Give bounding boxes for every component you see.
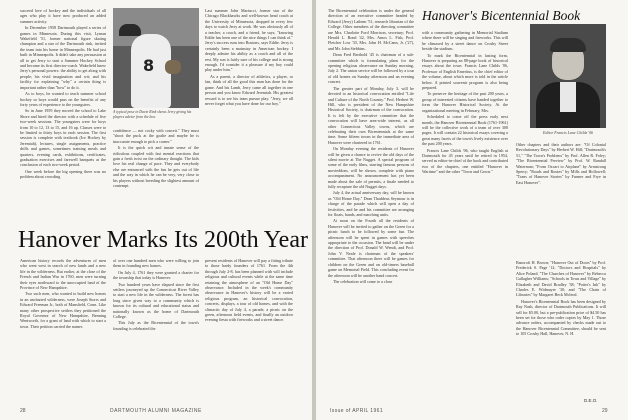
paragraph: Dean Fred Berthold '45 is chairman of a sub-committee which is formulating plans for the opening religious observance on Sunday morning, July 2. The union service will be followed by a tour of old homes on Sunday afternoon and an evening concert. bbox=[328, 52, 414, 85]
article-column-4 bbox=[516, 260, 606, 404]
article-column-5 bbox=[113, 258, 199, 404]
paragraph: Scheduled to come off the press early next month, the Hanover Bicentennial Book (1761-1961) will be the collective work of a team of over 300 pages. It will contain 22 historical essays covering a great many facets of the town's lively existence over the past 200 years. bbox=[422, 114, 508, 147]
paragraph: The celebration will come to a close bbox=[333, 278, 393, 284]
portrait-shirt bbox=[560, 82, 576, 112]
page-number: 28 bbox=[20, 408, 26, 414]
paragraph: At noon on the Fourth all the residents of Hanover will be invited to gather on the Green for a picnic lunch to be followed by some fun. The afternoon will be spent in games with speeches appropriate to the occasion. The band will be under the direction of Prof. Donald W. Wendt, and Prof. John V. Neale is chairman of the speakers' committee. That afternoon there will be games for children on the Green and on old-timers baseball game on Memorial Field. This concluding event for the afternoon will be another band concert. bbox=[328, 218, 414, 278]
magazine-name: DARTMOUTH ALUMNI MAGAZINE bbox=[110, 408, 202, 414]
portrait-caption: Editor Francis Lane Childs '06 bbox=[543, 130, 593, 135]
paragraph: Two such men, who wanted to build new homes in an uncharted wilderness, were Joseph Storrs and Edward Freeman Jr., both of Mansfield, Conn. Like many other prospective settlers they petitioned the Royal Governor of New Hampshire, Benning Wentworth, for a grant of land with which to start a town. Their petition carried the names bbox=[20, 291, 106, 329]
paragraph: On July 4, 1761 they were granted a charter for the township that today is Hanover. bbox=[113, 269, 199, 281]
paragraph: Two hundred years have elapsed since the first settlers journeyed up the Connecticut River Valley to start a new life in the wilderness. The forest has long since given way to a community which is known for its cultural and educational status and nationally known as the home of Dartmouth College. bbox=[113, 281, 199, 320]
spectator-figure bbox=[119, 24, 141, 36]
paragraph: It is the quick wit and innate sense of the ridiculous coupled with fast mental reactions that gain a fresh twist on the ordinary thought. The kids love his real change of pace. They and everybody else are entranced with the fun he gets out of life and the way in which he can be very, very close to his players without breeding the slightest amount of contempt. bbox=[113, 145, 199, 189]
paragraph: So in June 1959 they moved the school to Lake Shore and hired the director with a schedule of five two-week sessions. The youngsters were for boys from 10 to 12, 13 to 15, and 16 up. Classes were to be limited to thirty boys in each session. The first session is complete with textbook (Ice Hockey by Jeremiah), lectures, single assignments, practice drills and games, sometimes training meals and quarters, evening cards, exhibitions, certificates, graduation exercises and farewell banquets at the conclusion of each two-week period. bbox=[20, 108, 106, 168]
paragraph: confidence — not cocky with conceit." They must "shoot the puck at the goalie and maybe he is inaccurate enough to pick a corner." bbox=[113, 128, 199, 144]
glove-shape bbox=[165, 60, 181, 74]
paragraph: In December 1958 Dartmouth played a series of games in Minnesota. During this visit, Lyman Wakefield '51, former national figure skating champion and a star of the Dartmouth rink, invited the team into his home in Minneapolis. He had just built in Minneapolis. It didn't take any persuasion at all to get Jerry to start a Summer Hockey School and become its first director-coach. Wakefield knew Jerry's personal powers: the ability to get along with people; his vivid imagination and wit; and his facility for explaining "why" a certain thing is important rather than "how" to do it. bbox=[20, 25, 106, 90]
paragraph: On Monday evening the residents of Hanover will be given a chance to revive the old days of the silent movie at The Nugget. A special program of some of the early films, starring famous persons of movieddom, will be shown, complete with piano accompaniment. No announcement has yet been made about the sale of permits, a finale needed to fully recapture the old Nugget days. bbox=[328, 146, 414, 189]
article-column-2 bbox=[113, 128, 199, 222]
paragraph: To mark the Bicentennial in lasting form, Hanover is preparing an 88-page book of historical essays about the town. Francis Lane Childs '06, Professor of English Emeritus, is the chief editor of the volume, about which more is told in the article below. A printed souvenir program is also being prepared. bbox=[422, 52, 508, 91]
portrait-hair bbox=[550, 38, 586, 52]
paragraph: present residents of Hanover will pay a fitting tribute to those hardy founders of 1761. From the 4th through July 2-8, has been planned with will include religious and cultural events while at the same time retaining the atmosphere of an "Old Home Day" observance. Included in the week's community observance in Hanover's history will be a varied religious program, an historical convocation, concerts, displays, a tour of old homes, and with the climactic day of July 4, a parade, a picnic on the green, afternoon field events, and finally an outdoor evening fiesta with fireworks and a street dance. bbox=[205, 258, 293, 323]
paragraph: As a parent, a director of athletics, a player, or fan, think of all the good this man has done for the game. And his Lamb, Jerry came all together in one person and you know Edward Jeremiah. His greatest reward is to see his team pursue play. "Jerry, we all never forget what you have done for our boy." bbox=[205, 73, 293, 106]
paragraph: Francis Lane Childs '06, who taught English at Dartmouth for 45 years until he retired in 1954, served as editor-in-chief of the book and contributed two of the chapters, one entitled "Hanover in Wartime" and the other "Town and Gown." bbox=[422, 147, 508, 175]
paragraph: July 4, the actual anniversary day, will be known as "Old Home Day." Dean Thaddeus Seymour is in charge of the parade which will open a day of festivities, and he and his committee are arranging for floats, bands, and marching units. bbox=[328, 190, 414, 218]
article-column-1 bbox=[20, 8, 106, 222]
jersey-number: 8 bbox=[143, 56, 155, 75]
editor-portrait-photo bbox=[530, 24, 606, 128]
paragraph: The greater part of Monday, July 3, will be devoted to an historical convocation entitled "Life and Culture of the North Country." Prof. Herbert W. Hill, who is president of the New Hampshire Historical Society, is chairman of the convocation. It is felt by the executive committee that the convocation will have area-wide interest, as all other Connecticut Valley towns, which are celebrating their own Bicentennials at the same time. Some fifteen towns in the immediate area of Hanover were chartered in 1761. bbox=[328, 85, 414, 145]
paragraph: As to boys, he wanted to teach summer school hockey so boys would pass on the benefits of any forty years of experience to the youngsters. bbox=[20, 91, 106, 107]
paragraph: To preserve the heritage of the past 200 years, a group of interested citizens have banded together to form the Hanover Historical Society. At the organizational meeting in February, Mrs. bbox=[422, 91, 508, 113]
author-initials: D.E.O. bbox=[584, 398, 598, 403]
paragraph: Bancroft H. Brown; "Hanover Out of Doors" by Prof. Frederick S. Page '12; "Doctors and Hospitals" by Alice Poland; "The Churches of Hanover" by Rebecca Gallagher Williams; "Schools in Town and Village" by Elizabeth and David Bradley '38; "Potter's Ink" by Charles E. Widmayer '30; and "The Chain of Libraries" by Margaret Beck Mcleod. bbox=[516, 260, 606, 298]
paragraph: The Bicentennial celebration is under the general direction of an executive committee headed by Edward (Jerry) Lathem '51, research librarian of the College. Other members of the directing committee are Mrs. Charlotte Ford Morrison, secretary; Prof. Herald L. Bond '42, Mrs. Amos L. Fish, Prof. Fletcher Low '33, Mrs. John H. McCann, Jr. ('27), and Mr. John Stebbins. bbox=[328, 8, 414, 51]
article-column-3 bbox=[516, 142, 606, 254]
paragraph: Other chapters and their authors are: "Of Colonial Revolutionary Days" by Herbert W. Hill; "Dartmouth's 51," "The Town's Problems" by Prof. Allen R. Foley; "The Bicentennial Preview" by Prof. W. Randall Waterman; "From Oxcart to Airplane" by Armstrong Sperry; "Roads and Routes" by Mills and Hollowell; "Trans of Hanover Stories" by Farmer and Frye in East Hanover". bbox=[516, 142, 606, 185]
paragraph: This July as the Bicentennial of the town's founding is celebrated the bbox=[113, 320, 199, 331]
paragraph: Last summer John Mariucci, former star of the Chicago Blackhawks and well-known head coach at the University of Minnesota, dropped in every few days to watch Jerry at work. He was obviously all of a teacher, a coach, and a friend, he says, "knowing Eddie has been one of the nice things I can think of." Jerry's success runs into Bostons, says Eddie. Jerry is certainly been a mainstay in American hockey. I deeply admire his ability as a coach and all of the rest. My son is fairly sure of his college and is strong enough. I'd consider it a pleasure if my boy could play under him." bbox=[205, 8, 293, 73]
paragraph: succeed love of hockey and the individuals of all ages who play it have now produced an added summer activity. bbox=[20, 8, 106, 24]
article-column-2 bbox=[422, 30, 508, 404]
paragraph: One week before the big opening there was no problem about crowding bbox=[20, 168, 106, 180]
page-number: 29 bbox=[602, 408, 608, 414]
article-headline: Hanover Marks Its 200th Year bbox=[18, 227, 308, 253]
photo-caption: A typical pose in Davie Rink shows Jerry giving his players advice from the box. bbox=[113, 110, 192, 119]
issue-date: Issue of APRIL 1961 bbox=[330, 408, 384, 414]
paragraph: Hanover's Bicentennial Book has been designed by Ray Nash, director of Dartmouth Publications. It will sell for $5.00, but a pre-publication price of $4.50 has been set for those who order copies by May 1. Those advance orders, accompanied by checks made out to the Hanover Bicentennial Committee, should be sent to 105 Crosby Hall, Hanover, N. H. bbox=[516, 298, 606, 337]
left-page bbox=[0, 0, 312, 420]
article-headline: Hanover's Bicentennial Book bbox=[422, 8, 581, 23]
hockey-coach-photo bbox=[113, 8, 199, 108]
paragraph: with a community gathering in Memorial Stadium where there will be singing and fireworks. This will be climaxed by a street dance on Crosby Street beside the stadium. bbox=[422, 30, 508, 52]
article-column-1 bbox=[328, 8, 414, 404]
paragraph: of over one hundred men who were willing to join them in founding new homes. bbox=[113, 258, 199, 269]
article-column-6 bbox=[205, 258, 293, 404]
paragraph: American history records the adventures of men who went west in search of new lands and a new life in the wilderness. But earlier, at the close of the French and Indian War in 1760, men were turning their eyes northward to the unoccupied land of the Province of New Hampshire. bbox=[20, 258, 106, 291]
right-page bbox=[316, 0, 628, 420]
article-column-4 bbox=[20, 258, 106, 404]
article-column-3 bbox=[205, 8, 293, 222]
